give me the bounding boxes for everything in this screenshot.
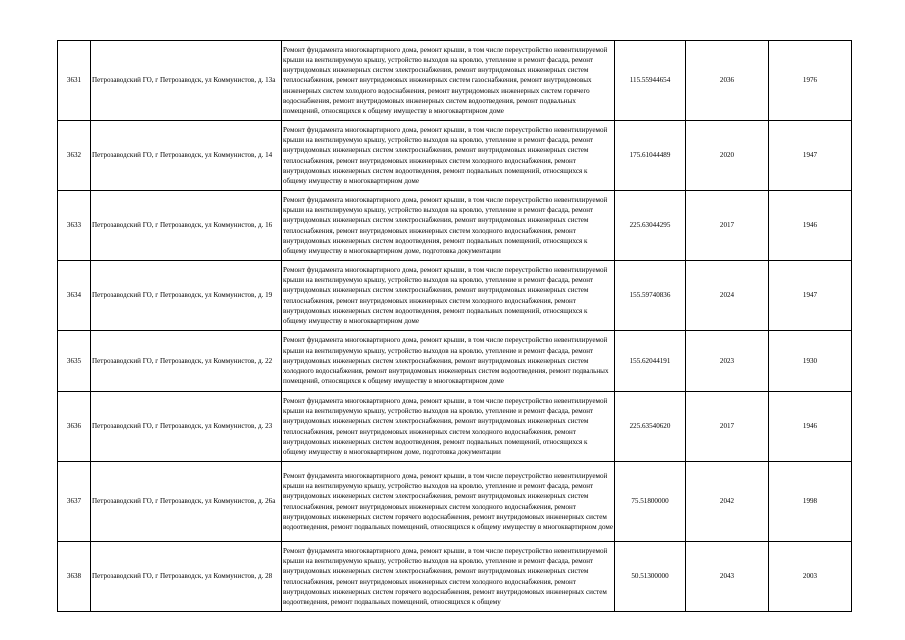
table-row	[58, 191, 852, 261]
row-address: Петрозаводский ГО, г Петрозаводск, ул Коммунистов, д. 22	[91, 331, 282, 392]
row-number: 3636	[58, 392, 91, 462]
row-works-text: Ремонт фундамента многоквартирного дома, ремонт крыши, в том числе переустройство невентилируемой крыши на вентилируемую крышу, устройство выходов на кровлю, утепление и ремонт фасада, ремонт внутридомовых инженерных систем электроснабжения, ремонт внутридомовых инженерных систем теплоснабжения, ремонт внутридомовых инженерных систем газоснабжения, ремонт внутридомовых инженерных систем холодного водоснабжения, ремонт внутридомовых инженерных систем горячего водоснабжения, ремонт внутридомовых инженерных систем водоотведения, ремонт подвальных помещений, относящихся к общему имуществу в многоквартирном доме	[283, 45, 608, 115]
row-plan-year: 2036	[686, 41, 769, 121]
row-plan-year: 2024	[686, 261, 769, 331]
row-cost: 75.51800000	[615, 462, 686, 542]
row-plan-year: 2043	[686, 542, 769, 612]
row-address: Петрозаводский ГО, г Петрозаводск, ул Коммунистов, д. 14	[91, 121, 282, 191]
row-address: Петрозаводский ГО, г Петрозаводск, ул Коммунистов, д. 26а	[91, 462, 282, 542]
row-cost: 175.61044489	[615, 121, 686, 191]
row-works-text: Ремонт фундамента многоквартирного дома, ремонт крыши, в том числе переустройство невентилируемой крыши на вентилируемую крышу, устройство выходов на кровлю, утепление и ремонт фасада, ремонт внутридомовых инженерных систем электроснабжения, ремонт внутридомовых инженерных систем теплоснабжения, ремонт внутридомовых инженерных систем холодного водоснабжения, ремонт внутридомовых инженерных систем водоотведения, ремонт подвальных помещений, относящихся к общему имуществу в многоквартирном доме, подготовка документации	[283, 396, 608, 456]
table-row	[58, 121, 852, 191]
row-built-year: 1947	[769, 261, 852, 331]
row-number: 3631	[58, 41, 91, 121]
row-built-year: 1976	[769, 41, 852, 121]
row-address: Петрозаводский ГО, г Петрозаводск, ул Коммунистов, д. 28	[91, 542, 282, 612]
row-plan-year: 2042	[686, 462, 769, 542]
row-works	[282, 121, 615, 191]
row-built-year: 1947	[769, 121, 852, 191]
row-works-text: Ремонт фундамента многоквартирного дома, ремонт крыши, в том числе переустройство невентилируемой крыши на вентилируемую крышу, устройство выходов на кровлю, утепление и ремонт фасада, ремонт внутридомовых инженерных систем электроснабжения, ремонт внутридомовых инженерных систем теплоснабжения, ремонт внутридомовых инженерных систем холодного водоснабжения, ремонт внутридомовых инженерных систем водоотведения, ремонт подвальных помещений, относящихся к общему имуществу в многоквартирном доме, подготовка документации	[283, 195, 608, 255]
row-cost: 155.59740836	[615, 261, 686, 331]
row-works-text: Ремонт фундамента многоквартирного дома, ремонт крыши, в том числе переустройство невентилируемой крыши на вентилируемую крышу, устройство выходов на кровлю, утепление и ремонт фасада, ремонт внутридомовых инженерных систем электроснабжения, ремонт внутридомовых инженерных систем теплоснабжения, ремонт внутридомовых инженерных систем холодного водоснабжения, ремонт внутридомовых инженерных систем горячего водоснабжения, ремонт внутридомовых инженерных систем водоотведения, ремонт подвальных помещений, относящихся к общему	[283, 546, 608, 606]
table-row	[58, 331, 852, 392]
row-cost: 115.55944654	[615, 41, 686, 121]
row-plan-year: 2020	[686, 121, 769, 191]
row-works	[282, 331, 615, 392]
row-address: Петрозаводский ГО, г Петрозаводск, ул Коммунистов, д. 19	[91, 261, 282, 331]
document-page	[57, 40, 851, 612]
row-number: 3638	[58, 542, 91, 612]
row-plan-year: 2017	[686, 392, 769, 462]
row-address: Петрозаводский ГО, г Петрозаводск, ул Коммунистов, д. 16	[91, 191, 282, 261]
row-number: 3632	[58, 121, 91, 191]
row-built-year: 1930	[769, 331, 852, 392]
row-works-text: Ремонт фундамента многоквартирного дома, ремонт крыши, в том числе переустройство невентилируемой крыши на вентилируемую крышу, устройство выходов на кровлю, утепление и ремонт фасада, ремонт внутридомовых инженерных систем электроснабжения, ремонт внутридомовых инженерных систем теплоснабжения, ремонт внутридомовых инженерных систем холодного водоснабжения, ремонт внутридомовых инженерных систем водоотведения, ремонт подвальных помещений, относящихся к общему имуществу в многоквартирном доме	[283, 265, 608, 325]
table-row	[58, 392, 852, 462]
row-built-year: 1946	[769, 191, 852, 261]
row-cost: 225.63044295	[615, 191, 686, 261]
row-works-text: Ремонт фундамента многоквартирного дома, ремонт крыши, в том числе переустройство невентилируемой крыши на вентилируемую крышу, устройство выходов на кровлю, утепление и ремонт фасада, ремонт внутридомовых инженерных систем электроснабжения, ремонт внутридомовых инженерных систем холодного водоснабжения, ремонт внутридомовых инженерных систем водоотведения, ремонт подвальных помещений, относящихся к общему имуществу в многоквартирном доме	[283, 336, 609, 386]
row-works-text: Ремонт фундамента многоквартирного дома, ремонт крыши, в том числе переустройство невентилируемой крыши на вентилируемую крышу, устройство выходов на кровлю, утепление и ремонт фасада, ремонт внутридомовых инженерных систем электроснабжения, ремонт внутридомовых инженерных систем теплоснабжения, ремонт внутридомовых инженерных систем холодного водоснабжения, ремонт внутридомовых инженерных систем горячего водоснабжения, ремонт внутридомовых инженерных систем водоотведения, ремонт подвальных помещений, относящихся к общему имуществу в многоквартирном доме	[283, 471, 613, 531]
row-built-year: 1998	[769, 462, 852, 542]
row-plan-year: 2023	[686, 331, 769, 392]
row-address: Петрозаводский ГО, г Петрозаводск, ул Коммунистов, д. 23	[91, 392, 282, 462]
row-cost: 50.51300000	[615, 542, 686, 612]
table-row	[58, 542, 852, 612]
row-cost: 225.63540620	[615, 392, 686, 462]
table-row	[58, 462, 852, 542]
row-plan-year: 2017	[686, 191, 769, 261]
row-works	[282, 191, 615, 261]
row-address: Петрозаводский ГО, г Петрозаводск, ул Коммунистов, д. 13а	[91, 41, 282, 121]
row-cost: 155.62044191	[615, 331, 686, 392]
table-row	[58, 41, 852, 121]
row-built-year: 1946	[769, 392, 852, 462]
row-works	[282, 462, 615, 542]
table-row	[58, 261, 852, 331]
row-works	[282, 542, 615, 612]
row-works	[282, 261, 615, 331]
row-works	[282, 392, 615, 462]
registry-table	[57, 40, 852, 612]
row-works-text: Ремонт фундамента многоквартирного дома, ремонт крыши, в том числе переустройство невентилируемой крыши на вентилируемую крышу, устройство выходов на кровлю, утепление и ремонт фасада, ремонт внутридомовых инженерных систем электроснабжения, ремонт внутридомовых инженерных систем теплоснабжения, ремонт внутридомовых инженерных систем холодного водоснабжения, ремонт внутридомовых инженерных систем водоотведения, ремонт подвальных помещений, относящихся к общему имуществу в многоквартирном доме	[283, 125, 608, 185]
row-number: 3633	[58, 191, 91, 261]
registry-table-body	[58, 41, 852, 612]
row-number: 3635	[58, 331, 91, 392]
row-number: 3637	[58, 462, 91, 542]
row-built-year: 2003	[769, 542, 852, 612]
row-number: 3634	[58, 261, 91, 331]
row-works	[282, 41, 615, 121]
